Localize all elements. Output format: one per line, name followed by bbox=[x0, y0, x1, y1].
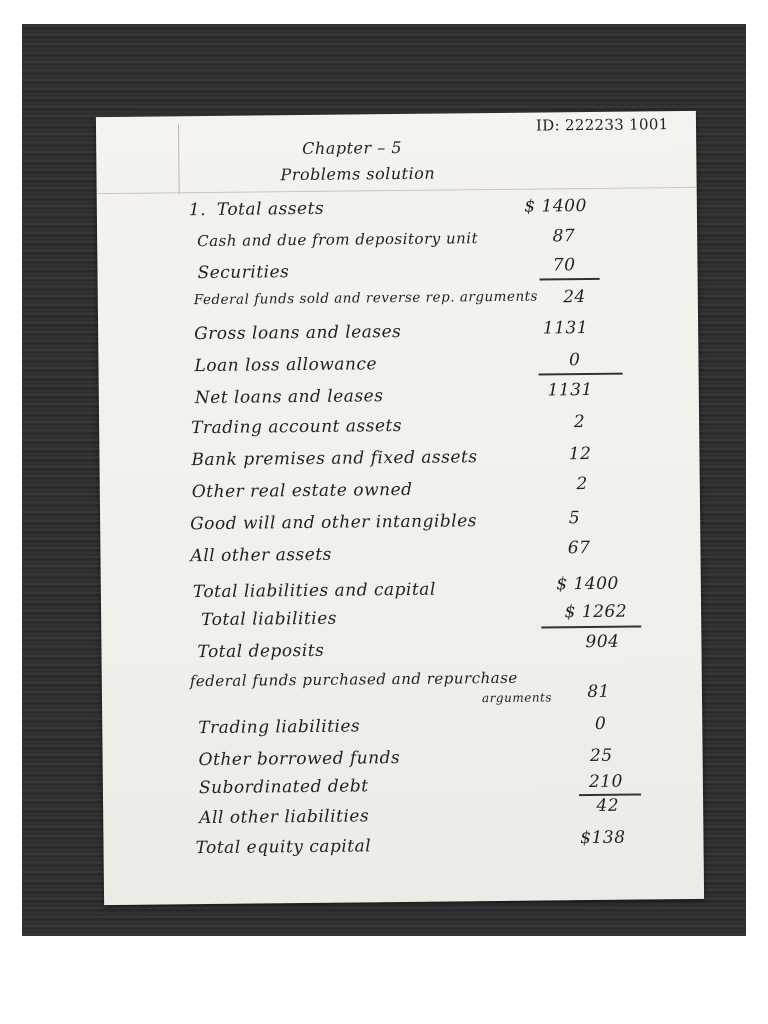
row-label: Total assets bbox=[216, 198, 325, 220]
row-label: Gross loans and leases bbox=[194, 321, 402, 345]
row-value: 210 bbox=[588, 771, 623, 793]
row-label: federal funds purchased and repurchase bbox=[189, 668, 518, 691]
row-value: 904 bbox=[585, 631, 620, 653]
row-value: 5 bbox=[568, 508, 581, 529]
row-label: Other real estate owned bbox=[191, 479, 413, 503]
row-label-continued: arguments bbox=[481, 690, 553, 706]
row-label: Net loans and leases bbox=[194, 386, 384, 409]
row-label: Subordinated debt bbox=[198, 776, 369, 799]
row-value: 70 bbox=[552, 255, 576, 276]
row-value: 24 bbox=[563, 287, 586, 308]
row-label: Federal funds sold and reverse rep. arguments bbox=[193, 288, 539, 309]
row-value: $ 1400 bbox=[556, 573, 619, 595]
row-value: 0 bbox=[594, 713, 607, 734]
student-id: ID: 222233 1001 bbox=[535, 115, 669, 135]
row-label: Securities bbox=[197, 262, 290, 284]
row-value: 2 bbox=[573, 412, 586, 433]
row-label: Total liabilities and capital bbox=[192, 579, 436, 603]
row-value: 1131 bbox=[542, 318, 589, 339]
row-label: Trading account assets bbox=[191, 415, 403, 439]
chapter-heading: Chapter – 5 bbox=[302, 137, 403, 159]
row-value: 42 bbox=[596, 795, 620, 816]
row-label: All other liabilities bbox=[199, 806, 370, 829]
underline bbox=[539, 373, 623, 375]
row-value: $ 1262 bbox=[564, 601, 628, 623]
problem-number: 1. bbox=[188, 200, 207, 221]
photo-background bbox=[22, 24, 746, 936]
handwritten-page bbox=[96, 111, 704, 905]
row-value: 0 bbox=[569, 350, 581, 371]
row-value: 67 bbox=[567, 538, 591, 559]
subtitle-heading: Problems solution bbox=[280, 163, 436, 185]
row-label: All other assets bbox=[190, 544, 332, 567]
row-value: 87 bbox=[552, 226, 576, 247]
row-value: 2 bbox=[576, 474, 588, 495]
row-label: Loan loss allowance bbox=[194, 354, 378, 377]
row-value: 25 bbox=[589, 745, 613, 767]
underline bbox=[541, 625, 641, 628]
row-label: Trading liabilities bbox=[198, 716, 361, 739]
row-label: Cash and due from depository unit bbox=[197, 229, 479, 251]
row-label: Other borrowed funds bbox=[198, 748, 401, 771]
underline bbox=[540, 278, 600, 280]
row-label: Total deposits bbox=[197, 640, 325, 663]
margin-line-horizontal bbox=[97, 187, 697, 194]
row-value: 1131 bbox=[547, 379, 593, 401]
row-value: $138 bbox=[580, 827, 626, 849]
margin-line-vertical bbox=[178, 124, 180, 194]
row-label: Total equity capital bbox=[195, 836, 372, 859]
row-label: Bank premises and fixed assets bbox=[191, 447, 478, 471]
row-value: 81 bbox=[587, 681, 611, 703]
row-value: 12 bbox=[568, 443, 592, 465]
row-label: Total liabilities bbox=[201, 608, 338, 631]
row-label: Good will and other intangibles bbox=[190, 511, 478, 535]
row-value: $ 1400 bbox=[524, 196, 587, 217]
